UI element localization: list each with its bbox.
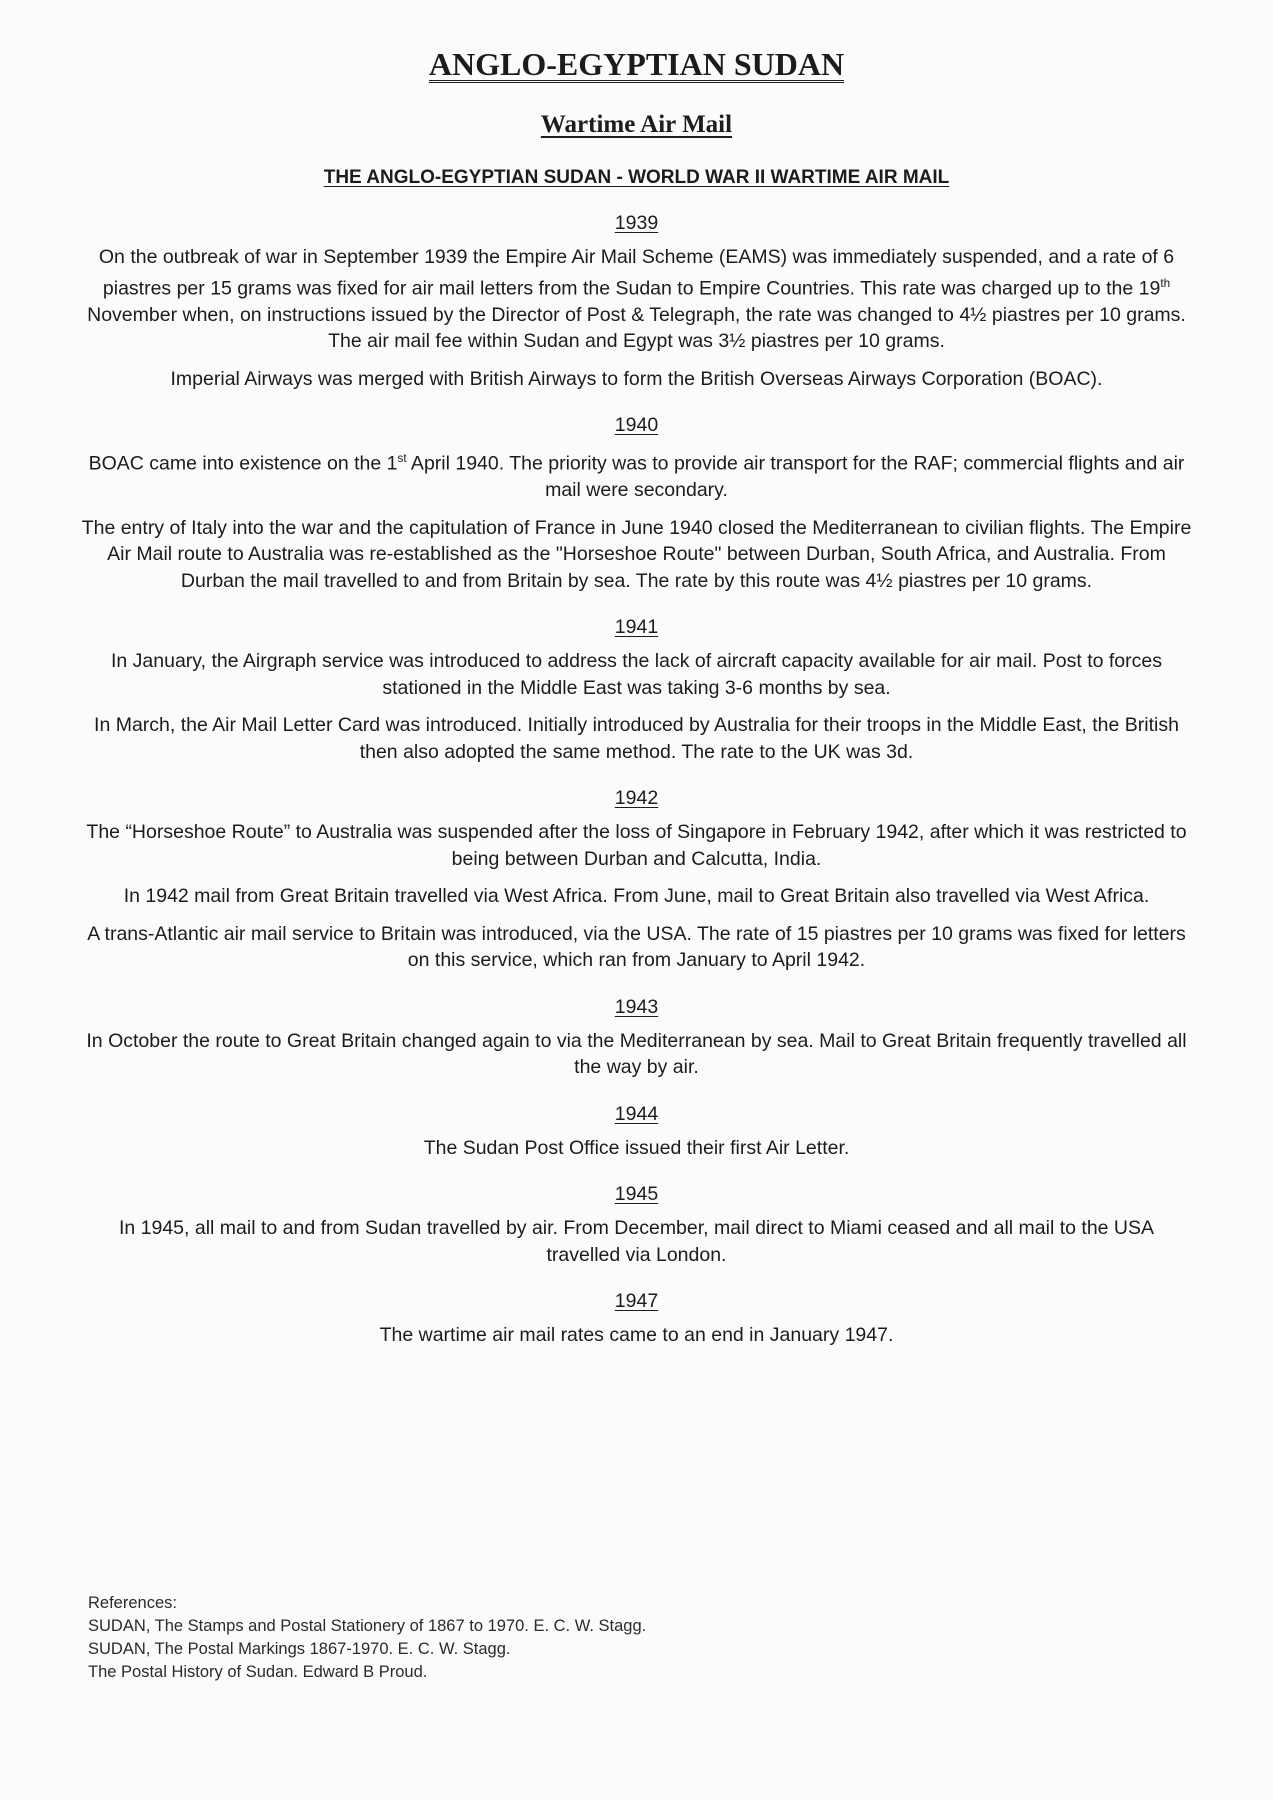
year-heading bbox=[80, 1101, 1193, 1127]
year-heading bbox=[80, 210, 1193, 236]
year-section bbox=[80, 210, 1193, 392]
body-paragraph: On the outbreak of war in September 1939 the Empire Air Mail Scheme (EAMS) was immediately suspended, and a rate of 6 piastres per 15 grams was fixed for air mail letters from the Sudan to Empire Countries. This rate was charged up to the 19th November when, on instructions issued by the Director of Post & Telegraph, the rate was changed to 4½ piastres per 10 grams. The air mail fee within Sudan and Egypt was 3½ piastres per 10 grams. bbox=[87, 246, 1186, 352]
year-heading-text: 1944 bbox=[614, 1102, 659, 1125]
year-heading-text: 1942 bbox=[614, 787, 659, 809]
page-title-text: ANGLO-EGYPTIAN SUDAN bbox=[428, 46, 845, 82]
year-sections bbox=[80, 210, 1193, 1349]
body-paragraph: Imperial Airways was merged with British Airways to form the British Overseas Airways Corporation (BOAC). bbox=[170, 367, 1103, 390]
body-paragraph: In 1945, all mail to and from Sudan travelled by air. From December, mail direct to Miami ceased and all mail to the USA travelled via London. bbox=[118, 1217, 1155, 1266]
year-heading-text: 1943 bbox=[614, 995, 659, 1018]
year-heading-text: 1939 bbox=[614, 212, 659, 234]
year-heading bbox=[80, 785, 1193, 811]
year-section bbox=[80, 614, 1193, 765]
body-paragraph: In October the route to Great Britain changed again to via the Mediterranean by sea. Mail to Great Britain frequently travelled all the way by air. bbox=[86, 1029, 1187, 1078]
year-section bbox=[80, 1288, 1193, 1349]
body-paragraph: In 1942 mail from Great Britain travelled via West Africa. From June, mail to Great Britain also travelled via West Africa. bbox=[123, 885, 1150, 907]
body-paragraph: BOAC came into existence on the 1st April 1940. The priority was to provide air transport for the RAF; commercial flights and air mail were secondary. bbox=[88, 452, 1185, 501]
body-paragraph: The Sudan Post Office issued their first Air Letter. bbox=[423, 1136, 850, 1159]
references-label: References: bbox=[88, 1594, 177, 1612]
reference-item: SUDAN, The Postal Markings 1867-1970. E. C. W. Stagg. bbox=[88, 1640, 511, 1658]
body-paragraph: The “Horseshoe Route” to Australia was suspended after the loss of Singapore in February 1942, after which it was restricted to being between Durban and Calcutta, India. bbox=[86, 821, 1187, 870]
references-block bbox=[88, 1592, 646, 1684]
body-paragraph: A trans-Atlantic air mail service to Britain was introduced, via the USA. The rate of 15 piastres per 10 grams was fixed for letters on this service, which ran from January to April 1942. bbox=[87, 922, 1186, 971]
year-section bbox=[80, 994, 1193, 1081]
section-heading bbox=[80, 166, 1193, 190]
year-heading-text: 1945 bbox=[614, 1183, 659, 1205]
year-section bbox=[80, 785, 1193, 974]
year-section bbox=[80, 1101, 1193, 1162]
reference-item: SUDAN, The Stamps and Postal Stationery of 1867 to 1970. E. C. W. Stagg. bbox=[88, 1617, 647, 1635]
year-heading bbox=[80, 412, 1193, 438]
body-paragraph: The wartime air mail rates came to an end in January 1947. bbox=[379, 1324, 894, 1346]
body-paragraph: In March, the Air Mail Letter Card was introduced. Initially introduced by Australia for their troops in the Middle East, the British then also adopted the same method. The rate to the UK was 3d. bbox=[94, 714, 1179, 763]
page-subtitle bbox=[80, 109, 1193, 141]
page-subtitle-text: Wartime Air Mail bbox=[540, 111, 733, 138]
year-heading bbox=[80, 1181, 1193, 1207]
body-paragraph: The entry of Italy into the war and the capitulation of France in June 1940 closed the Mediterranean to civilian flights. The Empire Air Mail route to Australia was re-established as the "Horseshoe Route" between Durban, South Africa, and Australia. From Durban the mail travelled to and from Britain by sea. The rate by this route was 4½ piastres per 10 grams. bbox=[81, 516, 1192, 592]
year-heading bbox=[80, 614, 1193, 640]
year-heading bbox=[80, 1288, 1193, 1314]
year-section bbox=[80, 412, 1193, 594]
section-heading-text: THE ANGLO-EGYPTIAN SUDAN - WORLD WAR II WARTIME AIR MAIL bbox=[323, 167, 950, 188]
year-heading-text: 1947 bbox=[614, 1290, 659, 1312]
reference-item: The Postal History of Sudan. Edward B Proud. bbox=[88, 1663, 428, 1681]
year-section bbox=[80, 1181, 1193, 1268]
year-heading-text: 1941 bbox=[614, 616, 659, 638]
page-title bbox=[80, 0, 1193, 84]
body-paragraph: In January, the Airgraph service was introduced to address the lack of aircraft capacity available for air mail. Post to forces stationed in the Middle East was taking 3-6 months by sea. bbox=[111, 650, 1162, 699]
year-heading bbox=[80, 994, 1193, 1020]
year-heading-text: 1940 bbox=[614, 414, 659, 436]
